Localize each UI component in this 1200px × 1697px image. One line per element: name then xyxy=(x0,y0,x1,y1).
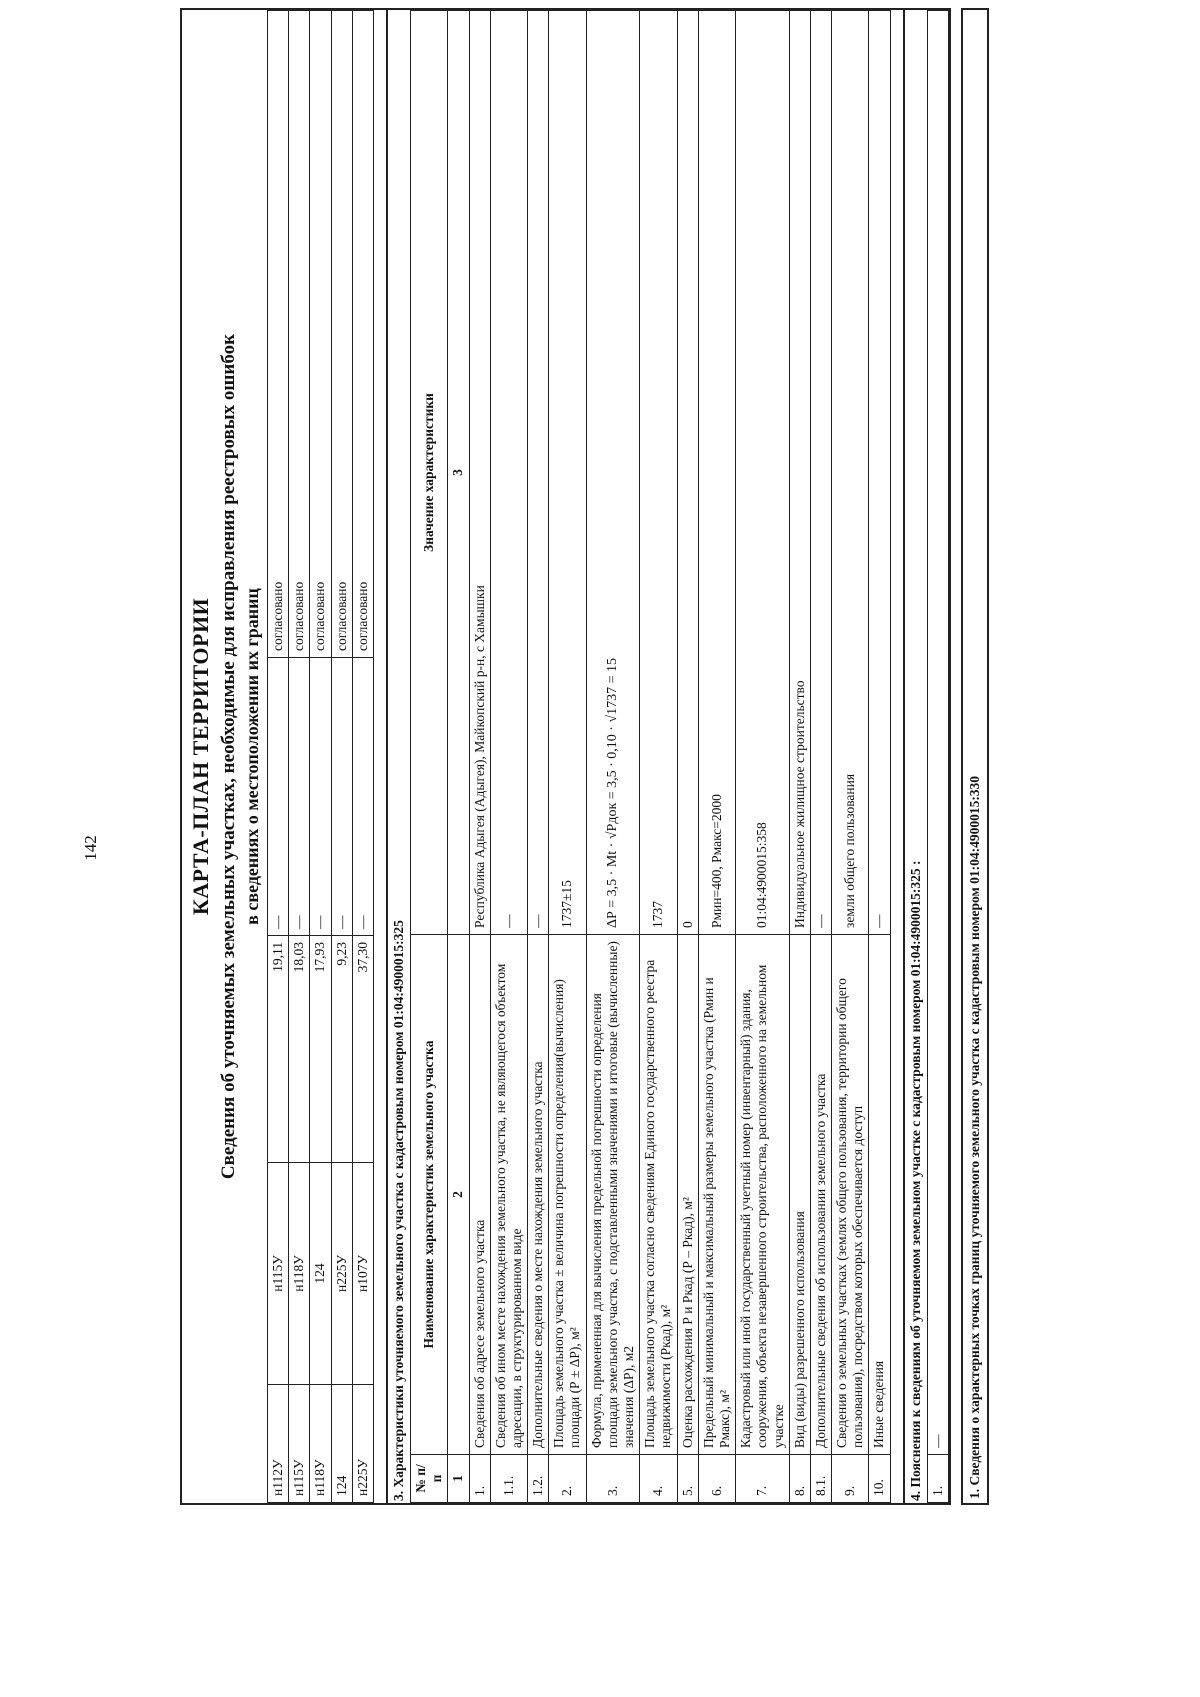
section4-block xyxy=(927,8,951,1505)
table-row xyxy=(640,11,677,1503)
agreement-table xyxy=(267,10,374,1503)
characteristic-value: 1737 xyxy=(640,11,677,935)
segment-length: 17,93 xyxy=(310,936,331,1163)
col-number-2: 2 xyxy=(448,935,469,1455)
characteristic-name: Площадь земельного участка согласно сведениям Единого государственного реестра недвижимости (Ркад), м² xyxy=(640,935,677,1455)
point-to: н107У xyxy=(352,1163,373,1385)
page-subtitle-2: в сведениях о местоположении их границ xyxy=(242,588,262,925)
characteristic-name: Предельный минимальный и максимальный размеры земельного участка (Рмин и Рмакс), м² xyxy=(698,935,735,1455)
characteristic-name: Сведения об ином месте нахождения земельного участка, не являющегося объектом адресации, в структурированном виде xyxy=(490,935,527,1455)
characteristic-name: Сведения об адресе земельного участка xyxy=(469,935,490,1455)
header-number: № п/п xyxy=(410,1455,447,1503)
table-row xyxy=(469,11,490,1503)
row-number: 4. xyxy=(640,1455,677,1503)
segment-note: — xyxy=(352,658,373,936)
section3-title: 3. Характеристики уточняемого земельного участка с кадастровым номером 01:04:4900015:325 xyxy=(386,8,410,1505)
point-to: 124 xyxy=(310,1163,331,1385)
characteristic-name: Площадь земельного участка ± величина погрешности определения(вычисления) площади (Р ± ΔР), м² xyxy=(549,935,586,1455)
table-row xyxy=(698,11,735,1503)
rotated-sheet xyxy=(180,8,998,1505)
row-number: 5. xyxy=(677,1455,698,1503)
point-to: н225У xyxy=(331,1163,352,1385)
table-row xyxy=(810,11,831,1503)
characteristic-value: Рмин=400, Рмакс=2000 xyxy=(698,11,735,935)
agreement-status: согласовано xyxy=(310,11,331,658)
segment-note: — xyxy=(331,658,352,936)
col-number-3: 3 xyxy=(448,11,469,935)
table-row xyxy=(789,11,810,1503)
row-number: 6. xyxy=(698,1455,735,1503)
point-from: н112У xyxy=(268,1385,289,1503)
agreement-status: согласовано xyxy=(268,11,289,658)
characteristic-name: Формула, примененная для вычисления предельной погрешности определения площади земельного участка, с подставленными значениями и итоговые (вычисленные) значения (ΔР), м2 xyxy=(586,935,640,1455)
row-number: 7. xyxy=(736,1455,790,1503)
point-from: н118У xyxy=(310,1385,331,1503)
row-number: 3. xyxy=(586,1455,640,1503)
page-title: КАРТА-ПЛАН ТЕРРИТОРИИ xyxy=(188,597,213,916)
table-row xyxy=(352,11,373,1503)
section4-title: 4. Пояснения к сведениям об уточняемом земельном участке с кадастровым номером 01:04:4900015:325 : xyxy=(903,8,927,1505)
row-number: 1.1. xyxy=(490,1455,527,1503)
segment-note: — xyxy=(289,658,310,936)
table-row xyxy=(490,11,527,1503)
segment-length: 9,23 xyxy=(331,936,352,1163)
section3-block xyxy=(410,8,891,1505)
characteristic-value: Республика Адыгея (Адыгея), Майкопский р-н, с Хамышки xyxy=(469,11,490,935)
page-subtitle: Сведения об уточняемых земельных участках, необходимые для исправления реестровых ошибок xyxy=(218,333,239,1180)
header-value: Значение характеристики xyxy=(410,11,447,935)
characteristic-name: Вид (виды) разрешенного использования xyxy=(789,935,810,1455)
segment-length: 19,11 xyxy=(268,936,289,1163)
row-number: 9. xyxy=(832,1455,869,1503)
table-row xyxy=(289,11,310,1503)
table-row xyxy=(677,11,698,1503)
table-row xyxy=(528,11,549,1503)
section4-row-value: — xyxy=(927,11,948,1455)
section4-row-number: 1. xyxy=(927,1455,948,1503)
agreement-status: согласовано xyxy=(289,11,310,658)
page-number: 142 xyxy=(80,835,100,861)
point-to: н115У xyxy=(268,1163,289,1385)
characteristic-value: — xyxy=(490,11,527,935)
table-row xyxy=(736,11,790,1503)
point-from: 124 xyxy=(331,1385,352,1503)
next-section-title: 1. Сведения о характерных точках границ уточняемого земельного участка с кадастровым номером 01:04:4900015:330 xyxy=(961,8,989,1505)
point-to: н118У xyxy=(289,1163,310,1385)
characteristic-value: — xyxy=(810,11,831,935)
row-number: 10. xyxy=(869,1455,890,1503)
characteristics-table xyxy=(410,10,891,1503)
section4-table xyxy=(927,10,949,1503)
row-number: 1. xyxy=(469,1455,490,1503)
segment-length: 18,03 xyxy=(289,936,310,1163)
characteristic-name: Кадастровый или иной государственный учетный номер (инвентарный) здания, сооружения, объекта незавершенного строительства, расположенного на земельном участке xyxy=(736,935,790,1455)
agreement-status: согласовано xyxy=(331,11,352,658)
row-number: 8. xyxy=(789,1455,810,1503)
characteristic-value: — xyxy=(528,11,549,935)
table-row xyxy=(310,11,331,1503)
row-number: 2. xyxy=(549,1455,586,1503)
table-row xyxy=(331,11,352,1503)
characteristic-name: Дополнительные сведения об использовании земельного участка xyxy=(810,935,831,1455)
table-row xyxy=(586,11,640,1503)
segment-note: — xyxy=(310,658,331,936)
spacer xyxy=(891,8,903,1505)
table-row xyxy=(268,11,289,1503)
row-number: 8.1. xyxy=(810,1455,831,1503)
agreement-status: согласовано xyxy=(352,11,373,658)
characteristic-name: Сведения о земельных участках (землях общего пользования, территории общего пользования), посредством которых обеспечивается доступ xyxy=(832,935,869,1455)
characteristic-name: Оценка расхождения Р и Ркад (Р – Ркад), м² xyxy=(677,935,698,1455)
point-from: н225У xyxy=(352,1385,373,1503)
spacer xyxy=(374,8,386,1505)
characteristic-value: ΔР = 3,5 · Mt · √Pдок = 3,5 · 0,10 · √1737 = 15 xyxy=(586,11,640,935)
point-from: н115У xyxy=(289,1385,310,1503)
segment-note: — xyxy=(268,658,289,936)
col-number-1: 1 xyxy=(448,1455,469,1503)
table-row xyxy=(869,11,890,1503)
characteristic-value: земли общего пользования xyxy=(832,11,869,935)
table-row xyxy=(832,11,869,1503)
characteristic-value: 1737±15 xyxy=(549,11,586,935)
characteristic-value: 0 xyxy=(677,11,698,935)
segment-length: 37,30 xyxy=(352,936,373,1163)
characteristic-name: Дополнительные сведения о месте нахождения земельного участка xyxy=(528,935,549,1455)
characteristic-value: 01:04:4900015:358 xyxy=(736,11,790,935)
table-row xyxy=(549,11,586,1503)
agreement-table-block xyxy=(267,8,374,1505)
characteristic-name: Иные сведения xyxy=(869,935,890,1455)
characteristic-value: Индивидуальное жилищное строительство xyxy=(789,11,810,935)
header-name: Наименование характеристик земельного участка xyxy=(410,935,447,1455)
title-block xyxy=(180,8,267,1505)
characteristic-value: — xyxy=(869,11,890,935)
row-number: 1.2. xyxy=(528,1455,549,1503)
